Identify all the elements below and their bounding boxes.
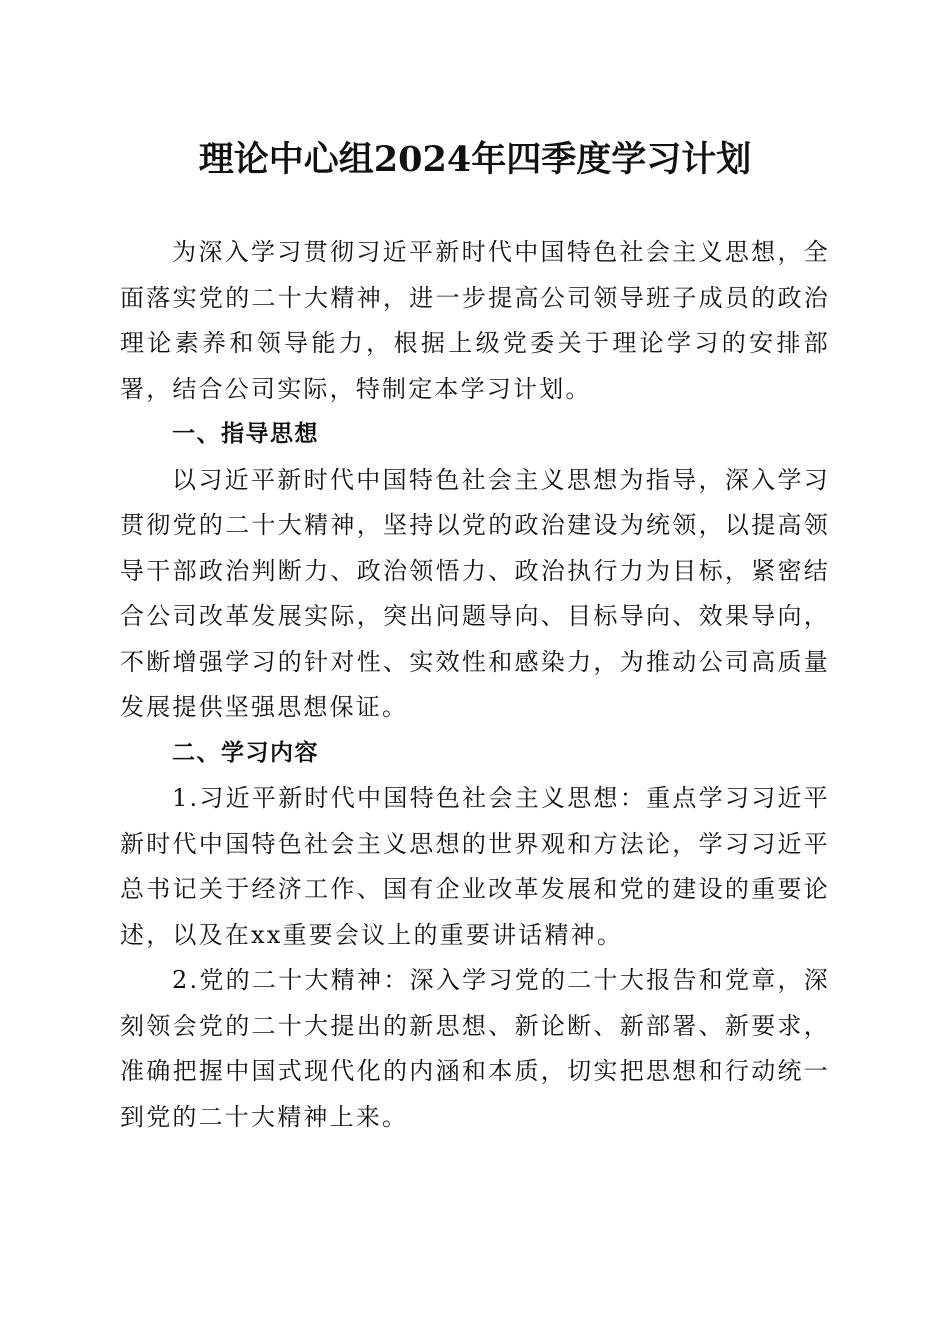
section-heading-study-content: 二、学习内容 bbox=[172, 739, 319, 766]
section-heading-guiding-ideology: 一、指导思想 bbox=[172, 421, 319, 447]
document-title: 理论中心组2024年四季度学习计划 bbox=[198, 139, 752, 180]
document-body bbox=[120, 230, 830, 1140]
guiding-ideology-paragraph: 以习近平新时代中国特色社会主义思想为指导，深入学习贯彻党的二十大精神，坚持以党的政治建设为统领，以提高领导干部政治判断力、政治领悟力、政治执行力为目标，紧密结合公司改革发展实际，突出问题导向、目标导向、效果导向，不断增强学习的针对性、实效性和感染力，为推动公司高质量发展提供坚强思想保证。 bbox=[120, 465, 830, 721]
study-content-item-2: 2.党的二十大精神：深入学习党的二十大报告和党章，深刻领会党的二十大提出的新思想、新论断、新部署、新要求，准确把握中国式现代化的内涵和本质，切实把思想和行动统一到党的二十大精神上来。 bbox=[120, 966, 830, 1131]
study-content-item-1: 1.习近平新时代中国特色社会主义思想：重点学习习近平新时代中国特色社会主义思想的世界观和方法论，学习习近平总书记关于经济工作、国有企业改革发展和党的建设的重要论述，以及在xx重要会议上的重要讲话精神。 bbox=[120, 784, 830, 949]
intro-paragraph: 为深入学习贯彻习近平新时代中国特色社会主义思想，全面落实党的二十大精神，进一步提高公司领导班子成员的政治理论素养和领导能力，根据上级党委关于理论学习的安排部署，结合公司实际，特制定本学习计划。 bbox=[120, 238, 830, 403]
